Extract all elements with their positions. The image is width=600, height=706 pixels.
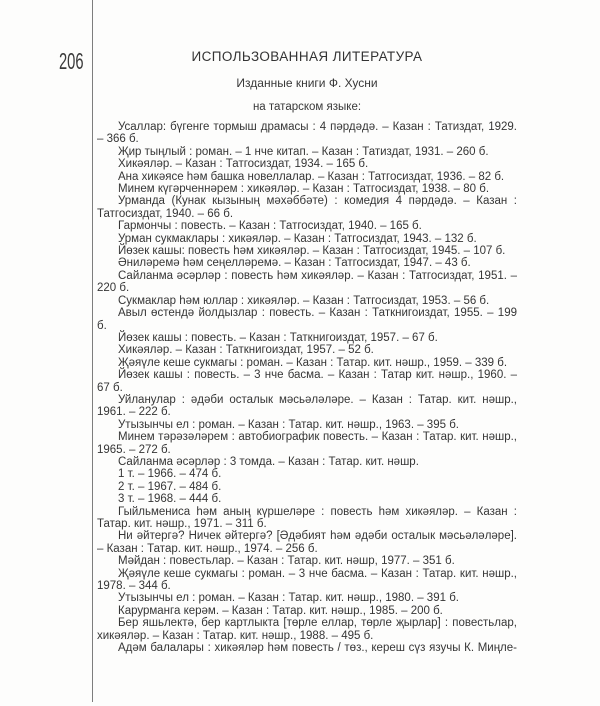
bibliography-entry: Утызынчы ел : роман. – Казан : Татар. кит. нәшр., 1963. – 395 б. [118,418,459,431]
bibliography-list [97,121,517,654]
bibliography-entry: Ни әйтергә? Ничек әйтергә? [Әдәбият һәм әдәби осталык мәсьәләләре]. – Казан : Татар. кит. нәшр., 1974. – 256 б. [97,530,517,555]
bibliography-entry: Адәм балалары : хикәяләр һәм повесть / төз., кереш сүз язучы К. Миңле- [118,642,517,655]
bibliography-entry: Урман сукмаклары : хикәяләр. – Казан : Татгосиздат, 1943. – 132 б. [118,232,477,245]
page-content [97,49,517,654]
bibliography-entry: Сукмаклар һәм юллар : хикәяләр. – Казан : Татгосиздат, 1953. – 56 б. [118,294,490,307]
bibliography-entry: Гыйльмениса һәм аның күршеләре : повесть һәм хикәяләр. – Казан : Татар. кит. нәшр., 1971. – 311 б. [97,505,517,530]
bibliography-entry: Уйланулар : әдәби осталык мәсьәләләре. – Казан : Татар. кит. нәшр., 1961. – 222 б. [97,393,517,419]
page-title: ИСПОЛЬЗОВАННАЯ ЛИТЕРАТУРА [191,49,423,64]
bibliography-entry: Урманда (Кунак кызының мәхәббәте) : комедия 4 пәрдәдә. – Казан : Татгосиздат, 1940. – 66 б. [97,195,517,220]
bibliography-entry: Йөзек кашы: повесть һәм хикәяләр. – Казан : Татгосиздат, 1945. – 107 б. [118,245,506,258]
bibliography-entry: Әниләремә һәм сеңелләремә. – Казан : Татгосиздат, 1947. – 43 б. [118,257,471,270]
margin-rule [92,0,93,702]
bibliography-entry: Минем күгәрченнәрем : хикәяләр. – Казан : Татгосиздат, 1938. – 80 б. [118,183,490,196]
bibliography-entry: 3 т. – 1968. – 444 б. [118,493,222,506]
bibliography-entry: Хикәяләр. – Казан : Таткнигоиздат, 1957. – 52 б. [118,344,374,357]
bibliography-entry: Сайланма әсәрләр : повесть һәм хикәяләр. – Казан : Татгосиздат, 1951. – 220 б. [97,269,517,295]
bibliography-entry: 2 т. – 1967. – 484 б. [118,480,222,493]
bibliography-entry: Җәяүле кеше сукмагы : роман. – Казан : Татар. кит. нәшр., 1959. – 339 б. [118,356,508,369]
bibliography-entry: Гармончы : повесть. – Казан : Татгосиздат, 1940. – 165 б. [118,220,422,233]
bibliography-entry: Мәйдан : повестьлар. – Казан : Татар. кит. нәшр, 1977. – 351 б. [118,555,455,568]
page-subtitle: Изданные книги Ф. Хусни [236,76,378,90]
bibliography-entry: 1 т. – 1966. – 474 б. [118,468,222,481]
bibliography-entry: Бер яшьлектә, бер картлыкта [төрле еллар, төрле җырлар] : повестьлар, хикәяләр. – Казан : Татар. кит. нәшр., 1988. – 495 б. [97,617,517,642]
bibliography-entry: Карурманга керәм. – Казан : Татар. кит. нәшр., 1985. – 200 б. [118,604,443,617]
bibliography-entry: Йөзек кашы : повесть. – 3 нче басма. – Казан : Татар кит. нәшр., 1960. – 67 б. [97,369,517,394]
bibliography-entry: Хикәяләр. – Казан : Татгосиздат, 1934. – 165 б. [118,158,369,171]
bibliography-entry: Усаллар: бүгенге тормыш драмасы : 4 пәрдәдә. – Казан : Татиздат, 1929. – 366 б. [97,121,517,146]
bibliography-entry: Утызынчы ел : роман. – Казан : Татар. кит. нәшр., 1980. – 391 б. [118,592,459,605]
bibliography-entry: Авыл өстендә йолдызлар : повесть. – Казан : Таткнигоиздат, 1955. – 199 б. [97,307,517,332]
bibliography-entry: Минем тәрәзәләрем : автобиографик повесть. – Казан : Татар. кит. нәшр., 1965. – 272 б. [97,431,517,456]
section-heading: на татарском языке: [252,101,362,113]
bibliography-entry: Ана хикәясе һәм башка новеллалар. – Казан : Татгосиздат, 1936. – 82 б. [118,170,505,183]
bibliography-entry: Җир тыңлый : роман. – 1 нче китап. – Казан : Татиздат, 1931. – 260 б. [118,145,489,158]
bibliography-entry: Сайланма әсәрләр : 3 томда. – Казан : Татар. кит. нәшр. [118,455,419,468]
page-number: 206 [59,48,84,74]
bibliography-entry: Йөзек кашы : повесть. – Казан : Таткнигоиздат, 1957. – 67 б. [118,331,438,344]
bibliography-entry: Җәяүле кеше сукмагы : роман. – 3 нче басма. – Казан : Татар. кит. нәшр., 1978. – 344 б. [97,567,517,593]
